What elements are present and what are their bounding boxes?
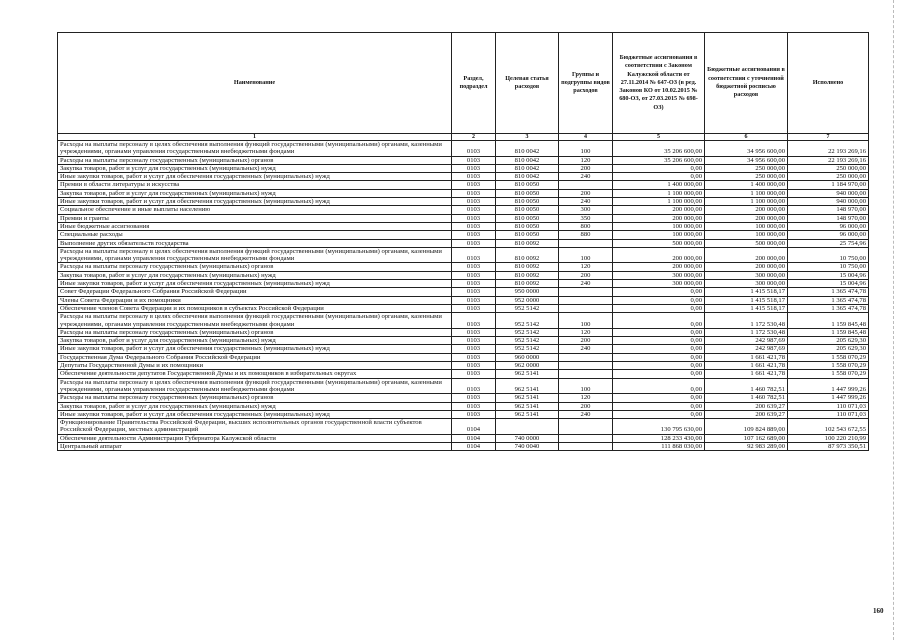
row-schedule-amount: 1 100 000,00 — [705, 198, 788, 206]
row-executed-amount: 1 558 070,29 — [788, 353, 869, 361]
table-row — [58, 141, 869, 157]
row-target-article: 952 5142 — [496, 304, 559, 312]
row-assigned-amount: 35 206 600,00 — [613, 156, 705, 164]
row-name: Центральный аппарат — [58, 442, 452, 450]
row-assigned-amount: 0,00 — [613, 370, 705, 378]
table-row — [58, 156, 869, 164]
row-schedule-amount: 500 000,00 — [705, 239, 788, 247]
row-name: Расходы на выплаты персоналу государственных (муниципальных) органов — [58, 263, 452, 271]
row-schedule-amount: 100 000,00 — [705, 222, 788, 230]
row-schedule-amount: 1 172 530,48 — [705, 328, 788, 336]
row-target-article: 952 5142 — [496, 328, 559, 336]
row-target-article: 952 5142 — [496, 345, 559, 353]
row-name: Иные закупки товаров, работ и услуг для обеспечения государственных (муниципальных) нужд — [58, 280, 452, 288]
table-row — [58, 362, 869, 370]
row-target-article: 810 0050 — [496, 214, 559, 222]
row-section: 0103 — [452, 222, 496, 230]
row-expense-group: 100 — [559, 313, 613, 329]
row-schedule-amount: 1 400 000,00 — [705, 181, 788, 189]
row-schedule-amount: 1 460 782,51 — [705, 394, 788, 402]
row-name: Расходы на выплаты персоналу государственных (муниципальных) органов — [58, 328, 452, 336]
row-schedule-amount: 1 172 530,48 — [705, 313, 788, 329]
table-row — [58, 370, 869, 378]
row-section: 0103 — [452, 410, 496, 418]
table-row — [58, 247, 869, 263]
row-executed-amount: 25 754,96 — [788, 239, 869, 247]
row-section: 0103 — [452, 345, 496, 353]
row-target-article: 952 0000 — [496, 296, 559, 304]
row-name: Расходы на выплаты персоналу в целях обеспечения выполнения функций государственными (муниципальными) органами, казенными учреждениями, органами управления государственными внебюджетными фондами — [58, 378, 452, 394]
row-executed-amount: 1 558 070,29 — [788, 370, 869, 378]
row-name: Иные закупки товаров, работ и услуг для обеспечения государственных (муниципальных) нужд — [58, 198, 452, 206]
row-expense-group — [559, 296, 613, 304]
column-number: 4 — [559, 134, 613, 141]
row-schedule-amount: 1 460 782,51 — [705, 378, 788, 394]
row-name: Иные закупки товаров, работ и услуг для обеспечения государственных (муниципальных) нужд — [58, 345, 452, 353]
table-row — [58, 313, 869, 329]
table-row — [58, 337, 869, 345]
row-expense-group: 200 — [559, 164, 613, 172]
row-expense-group: 120 — [559, 263, 613, 271]
row-executed-amount: 100 220 210,99 — [788, 434, 869, 442]
row-section: 0103 — [452, 353, 496, 361]
row-schedule-amount: 1 661 421,78 — [705, 362, 788, 370]
table-row — [58, 271, 869, 279]
row-schedule-amount: 300 000,00 — [705, 271, 788, 279]
row-section: 0103 — [452, 337, 496, 345]
row-expense-group: 200 — [559, 271, 613, 279]
row-schedule-amount: 200 000,00 — [705, 214, 788, 222]
row-executed-amount: 22 193 269,16 — [788, 141, 869, 157]
row-expense-group — [559, 239, 613, 247]
row-executed-amount: 1 365 474,78 — [788, 288, 869, 296]
row-section: 0104 — [452, 434, 496, 442]
row-expense-group: 100 — [559, 378, 613, 394]
row-target-article: 962 0000 — [496, 362, 559, 370]
row-target-article: 740 0040 — [496, 442, 559, 450]
row-target-article: 810 0092 — [496, 271, 559, 279]
row-assigned-amount: 0,00 — [613, 164, 705, 172]
table-row — [58, 402, 869, 410]
table-row — [58, 214, 869, 222]
row-assigned-amount: 35 206 600,00 — [613, 141, 705, 157]
column-number: 7 — [788, 134, 869, 141]
row-section: 0103 — [452, 214, 496, 222]
row-name: Члены Совета Федерации и их помощники — [58, 296, 452, 304]
row-executed-amount: 148 970,00 — [788, 214, 869, 222]
table-row — [58, 173, 869, 181]
row-expense-group: 350 — [559, 214, 613, 222]
table-row — [58, 198, 869, 206]
row-schedule-amount: 242 987,69 — [705, 345, 788, 353]
row-name: Расходы на выплаты персоналу в целях обеспечения выполнения функций государственными (муниципальными) органами, казенными учреждениями, органами управления государственными внебюджетными фондами — [58, 313, 452, 329]
row-expense-group: 240 — [559, 345, 613, 353]
row-expense-group — [559, 353, 613, 361]
row-schedule-amount: 34 956 600,00 — [705, 156, 788, 164]
row-name: Социальное обеспечение и иные выплаты населению — [58, 206, 452, 214]
row-assigned-amount: 0,00 — [613, 410, 705, 418]
row-expense-group: 200 — [559, 189, 613, 197]
row-executed-amount: 87 973 350,51 — [788, 442, 869, 450]
table-row — [58, 231, 869, 239]
row-executed-amount: 205 629,30 — [788, 337, 869, 345]
row-target-article: 962 5141 — [496, 394, 559, 402]
budget-table — [57, 32, 869, 451]
row-section: 0103 — [452, 402, 496, 410]
row-executed-amount: 22 193 269,16 — [788, 156, 869, 164]
table-row — [58, 239, 869, 247]
row-schedule-amount: 200 639,27 — [705, 410, 788, 418]
row-section: 0103 — [452, 173, 496, 181]
row-target-article: 810 0042 — [496, 156, 559, 164]
row-assigned-amount: 0,00 — [613, 173, 705, 181]
row-section: 0103 — [452, 189, 496, 197]
table-row — [58, 263, 869, 271]
row-assigned-amount: 0,00 — [613, 394, 705, 402]
row-section: 0103 — [452, 313, 496, 329]
row-schedule-amount: 1 415 518,17 — [705, 296, 788, 304]
row-executed-amount: 1 159 845,48 — [788, 328, 869, 336]
row-assigned-amount: 200 000,00 — [613, 263, 705, 271]
header-section: Раздел, подраздел — [452, 33, 496, 134]
row-expense-group: 100 — [559, 247, 613, 263]
row-name: Иные бюджетные ассигнования — [58, 222, 452, 230]
row-schedule-amount: 200 639,27 — [705, 402, 788, 410]
row-name: Закупка товаров, работ и услуг для государственных (муниципальных) нужд — [58, 189, 452, 197]
row-schedule-amount: 250 000,00 — [705, 164, 788, 172]
row-name: Расходы на выплаты персоналу государственных (муниципальных) органов — [58, 394, 452, 402]
row-assigned-amount: 300 000,00 — [613, 271, 705, 279]
table-row — [58, 434, 869, 442]
row-name: Депутаты Государственной Думы и их помощники — [58, 362, 452, 370]
row-executed-amount: 15 004,96 — [788, 280, 869, 288]
row-schedule-amount: 1 661 421,78 — [705, 370, 788, 378]
row-executed-amount: 110 071,03 — [788, 402, 869, 410]
row-assigned-amount: 0,00 — [613, 313, 705, 329]
row-target-article: 810 0042 — [496, 173, 559, 181]
row-executed-amount: 148 970,00 — [788, 206, 869, 214]
row-assigned-amount: 500 000,00 — [613, 239, 705, 247]
table-row — [58, 288, 869, 296]
row-section: 0103 — [452, 239, 496, 247]
row-name: Выполнение других обязательств государства — [58, 239, 452, 247]
row-section: 0103 — [452, 328, 496, 336]
row-target-article: 810 0050 — [496, 222, 559, 230]
row-schedule-amount: 34 956 600,00 — [705, 141, 788, 157]
row-expense-group: 120 — [559, 156, 613, 164]
table-row — [58, 378, 869, 394]
table-row — [58, 222, 869, 230]
row-executed-amount: 205 629,30 — [788, 345, 869, 353]
row-assigned-amount: 200 000,00 — [613, 214, 705, 222]
row-expense-group — [559, 288, 613, 296]
row-name: Иные закупки товаров, работ и услуг для обеспечения государственных (муниципальных) нужд — [58, 410, 452, 418]
row-section: 0103 — [452, 378, 496, 394]
table-row — [58, 189, 869, 197]
table-row — [58, 296, 869, 304]
row-expense-group: 880 — [559, 231, 613, 239]
row-executed-amount: 1 447 999,26 — [788, 378, 869, 394]
row-executed-amount: 96 000,00 — [788, 231, 869, 239]
row-section: 0103 — [452, 280, 496, 288]
row-target-article: 962 5141 — [496, 402, 559, 410]
row-executed-amount: 940 000,00 — [788, 189, 869, 197]
row-name: Премии в области литературы и искусства — [58, 181, 452, 189]
row-executed-amount: 1 447 999,26 — [788, 394, 869, 402]
row-assigned-amount: 0,00 — [613, 304, 705, 312]
header-assigned: Бюджетные ассигнования в соответствии с Законом Калужской области от 27.11.2014 № 647-ОЗ (в ред. Законов КО от 10.02.2015 № 680-ОЗ, от 27.03.2015 № 698-ОЗ) — [613, 33, 705, 134]
row-expense-group: 240 — [559, 173, 613, 181]
header-target: Целевая статья расходов — [496, 33, 559, 134]
row-schedule-amount: 109 824 889,00 — [705, 419, 788, 435]
row-assigned-amount: 111 868 030,00 — [613, 442, 705, 450]
row-expense-group: 120 — [559, 394, 613, 402]
table-row — [58, 419, 869, 435]
row-target-article: 810 0092 — [496, 280, 559, 288]
row-assigned-amount: 100 000,00 — [613, 222, 705, 230]
header-name: Наименование — [58, 33, 452, 134]
row-schedule-amount: 1 661 421,78 — [705, 353, 788, 361]
row-assigned-amount: 0,00 — [613, 402, 705, 410]
row-schedule-amount: 107 162 689,00 — [705, 434, 788, 442]
row-name: Закупка товаров, работ и услуг для государственных (муниципальных) нужд — [58, 271, 452, 279]
row-section: 0103 — [452, 231, 496, 239]
row-schedule-amount: 100 000,00 — [705, 231, 788, 239]
row-executed-amount: 940 000,00 — [788, 198, 869, 206]
row-target-article: 962 5141 — [496, 410, 559, 418]
row-assigned-amount: 0,00 — [613, 288, 705, 296]
row-name: Специальные расходы — [58, 231, 452, 239]
row-schedule-amount: 250 000,00 — [705, 173, 788, 181]
row-executed-amount: 1 159 845,48 — [788, 313, 869, 329]
column-number: 3 — [496, 134, 559, 141]
row-assigned-amount: 128 233 430,00 — [613, 434, 705, 442]
row-target-article: 810 0050 — [496, 189, 559, 197]
budget-table-sheet — [57, 32, 868, 451]
header-schedule: Бюджетные ассигнования в соответствии с уточненной бюджетной росписью расходов — [705, 33, 788, 134]
table-row — [58, 280, 869, 288]
row-section: 0103 — [452, 304, 496, 312]
row-target-article: 810 0050 — [496, 198, 559, 206]
table-row — [58, 410, 869, 418]
row-schedule-amount: 92 983 289,00 — [705, 442, 788, 450]
row-assigned-amount: 0,00 — [613, 353, 705, 361]
header-executed: Исполнено — [788, 33, 869, 134]
row-expense-group — [559, 370, 613, 378]
row-schedule-amount: 300 000,00 — [705, 280, 788, 288]
row-assigned-amount: 200 000,00 — [613, 247, 705, 263]
row-executed-amount: 10 750,00 — [788, 247, 869, 263]
row-executed-amount: 10 750,00 — [788, 263, 869, 271]
scan-edge-line — [893, 0, 894, 640]
row-section: 0103 — [452, 206, 496, 214]
row-name: Премии и гранты — [58, 214, 452, 222]
row-name: Обеспечение членов Совета Федерации и их помощников в субъектах Российской Федерации — [58, 304, 452, 312]
row-name: Обеспечение деятельности депутатов Государственной Думы и их помощников в избирательных округах — [58, 370, 452, 378]
header-group: Группы и подгруппы видов расходов — [559, 33, 613, 134]
header-row — [58, 33, 869, 134]
row-expense-group: 240 — [559, 280, 613, 288]
row-executed-amount: 96 000,00 — [788, 222, 869, 230]
row-target-article: 962 5141 — [496, 378, 559, 394]
row-assigned-amount: 1 400 000,00 — [613, 181, 705, 189]
row-assigned-amount: 0,00 — [613, 337, 705, 345]
column-number: 5 — [613, 134, 705, 141]
column-number: 6 — [705, 134, 788, 141]
row-expense-group — [559, 419, 613, 435]
table-row — [58, 353, 869, 361]
column-number: 1 — [58, 134, 452, 141]
row-expense-group: 300 — [559, 206, 613, 214]
row-expense-group: 800 — [559, 222, 613, 230]
table-row — [58, 181, 869, 189]
table-row — [58, 304, 869, 312]
row-section: 0103 — [452, 394, 496, 402]
row-section: 0104 — [452, 442, 496, 450]
row-expense-group — [559, 181, 613, 189]
row-assigned-amount: 100 000,00 — [613, 231, 705, 239]
row-expense-group — [559, 442, 613, 450]
row-executed-amount: 1 184 970,00 — [788, 181, 869, 189]
row-section: 0103 — [452, 271, 496, 279]
table-row — [58, 164, 869, 172]
row-target-article: 810 0050 — [496, 206, 559, 214]
table-row — [58, 345, 869, 353]
column-number: 2 — [452, 134, 496, 141]
row-assigned-amount: 0,00 — [613, 378, 705, 394]
row-schedule-amount: 1 415 518,17 — [705, 288, 788, 296]
row-target-article: 810 0092 — [496, 239, 559, 247]
table-row — [58, 328, 869, 336]
row-assigned-amount: 1 100 000,00 — [613, 198, 705, 206]
row-executed-amount: 250 000,00 — [788, 164, 869, 172]
row-name: Обеспечение деятельности Администрации Губернатора Калужской области — [58, 434, 452, 442]
row-schedule-amount: 242 987,69 — [705, 337, 788, 345]
table-row — [58, 442, 869, 450]
row-target-article: 810 0092 — [496, 247, 559, 263]
row-executed-amount: 110 071,03 — [788, 410, 869, 418]
row-expense-group: 240 — [559, 410, 613, 418]
row-target-article: 962 5141 — [496, 370, 559, 378]
row-expense-group: 200 — [559, 402, 613, 410]
row-target-article: 952 5142 — [496, 337, 559, 345]
row-assigned-amount: 200 000,00 — [613, 206, 705, 214]
row-section: 0103 — [452, 288, 496, 296]
row-target-article: 952 5142 — [496, 313, 559, 329]
row-name: Закупка товаров, работ и услуг для государственных (муниципальных) нужд — [58, 402, 452, 410]
row-target-article: 810 0092 — [496, 263, 559, 271]
row-executed-amount: 1 558 070,29 — [788, 362, 869, 370]
row-schedule-amount: 1 100 000,00 — [705, 189, 788, 197]
row-assigned-amount: 0,00 — [613, 296, 705, 304]
row-name: Совет Федерации Федерального Собрания Российской Федерации — [58, 288, 452, 296]
row-section: 0103 — [452, 263, 496, 271]
row-expense-group — [559, 434, 613, 442]
table-row — [58, 206, 869, 214]
row-target-article: 810 0042 — [496, 164, 559, 172]
row-schedule-amount: 200 000,00 — [705, 263, 788, 271]
row-name: Расходы на выплаты персоналу государственных (муниципальных) органов — [58, 156, 452, 164]
row-target-article: 740 0000 — [496, 434, 559, 442]
row-expense-group: 100 — [559, 141, 613, 157]
row-name: Закупка товаров, работ и услуг для государственных (муниципальных) нужд — [58, 164, 452, 172]
row-schedule-amount: 200 000,00 — [705, 247, 788, 263]
row-section: 0103 — [452, 164, 496, 172]
row-section: 0103 — [452, 181, 496, 189]
row-assigned-amount: 0,00 — [613, 362, 705, 370]
row-name: Функционирование Правительства Российской Федерации, высших исполнительных органов государственной власти субъектов Российской Федерации, местных администраций — [58, 419, 452, 435]
row-section: 0103 — [452, 362, 496, 370]
row-assigned-amount: 0,00 — [613, 328, 705, 336]
row-expense-group: 240 — [559, 198, 613, 206]
row-section: 0104 — [452, 419, 496, 435]
row-expense-group: 120 — [559, 328, 613, 336]
row-target-article: 960 0000 — [496, 353, 559, 361]
table-row — [58, 394, 869, 402]
row-target-article — [496, 419, 559, 435]
row-section: 0103 — [452, 198, 496, 206]
row-assigned-amount: 130 795 630,00 — [613, 419, 705, 435]
row-section: 0103 — [452, 156, 496, 164]
row-executed-amount: 15 004,96 — [788, 271, 869, 279]
row-name: Расходы на выплаты персоналу в целях обеспечения выполнения функций государственными (муниципальными) органами, казенными учреждениями, органами управления государственными внебюджетными фондами — [58, 141, 452, 157]
row-name: Иные закупки товаров, работ и услуг для обеспечения государственных (муниципальных) нужд — [58, 173, 452, 181]
row-target-article: 810 0050 — [496, 181, 559, 189]
page-number: 160 — [873, 607, 884, 615]
row-name: Закупка товаров, работ и услуг для государственных (муниципальных) нужд — [58, 337, 452, 345]
row-expense-group — [559, 362, 613, 370]
row-name: Расходы на выплаты персоналу в целях обеспечения выполнения функций государственными (муниципальными) органами, казенными учреждениями, органами управления государственными внебюджетными фондами — [58, 247, 452, 263]
row-assigned-amount: 0,00 — [613, 345, 705, 353]
row-executed-amount: 1 365 474,78 — [788, 304, 869, 312]
row-section: 0103 — [452, 296, 496, 304]
row-executed-amount: 1 365 474,78 — [788, 296, 869, 304]
row-target-article: 810 0050 — [496, 231, 559, 239]
row-assigned-amount: 300 000,00 — [613, 280, 705, 288]
row-target-article: 950 0000 — [496, 288, 559, 296]
row-section: 0103 — [452, 247, 496, 263]
row-executed-amount: 102 543 672,55 — [788, 419, 869, 435]
row-expense-group: 200 — [559, 337, 613, 345]
row-name: Государственная Дума Федерального Собрания Российской Федерации — [58, 353, 452, 361]
row-section: 0103 — [452, 370, 496, 378]
row-schedule-amount: 200 000,00 — [705, 206, 788, 214]
row-section: 0103 — [452, 141, 496, 157]
row-target-article: 810 0042 — [496, 141, 559, 157]
row-assigned-amount: 1 100 000,00 — [613, 189, 705, 197]
column-number-row — [58, 134, 869, 141]
row-expense-group — [559, 304, 613, 312]
row-executed-amount: 250 000,00 — [788, 173, 869, 181]
row-schedule-amount: 1 415 518,17 — [705, 304, 788, 312]
